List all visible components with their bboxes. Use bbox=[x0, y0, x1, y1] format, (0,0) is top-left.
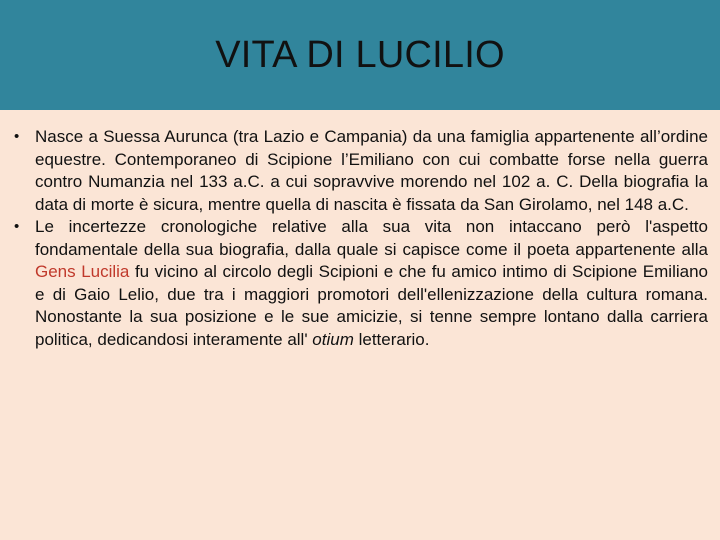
bullet-2-text-part2: fu vicino al circolo degli Scipioni e che fu amico intimo di Scipione Emiliano e di Gaio Lelio, due tra i maggiori promotori dell'ellenizzazione della cultura romana. Nonostante la sua posizione e le sue amicizie, si tenne sempre lontano dalla carriera politica, dedicandosi interamente all' bbox=[35, 262, 708, 349]
gens-lucilia-highlight: Gens Lucilia bbox=[35, 262, 130, 281]
bullet-2-text-part1: Le incertezze cronologiche relative alla sua vita non intaccano però l'aspetto fondamentale della sua biografia, dalla quale si capisce come il poeta appartenente alla bbox=[35, 217, 708, 259]
bullet-icon: • bbox=[14, 128, 20, 145]
bullet-1-text: Nasce a Suessa Aurunca (tra Lazio e Campania) da una famiglia appartenente all’ordine equestre. Contemporaneo di Scipione l’Emiliano con cui combatte forse nella guerra contro Numanzia nel 133 a.C. a cui sopravvive morendo nel 102 a. C. Della biografia la data di morte è sicura, mentre quella di nascita è fissata da San Girolamo, nel 148 a.C. bbox=[35, 127, 708, 214]
otium-italic: otium bbox=[312, 329, 354, 349]
bullet-item-2 bbox=[14, 216, 708, 351]
slide-title: VITA DI LUCILIO bbox=[215, 34, 505, 76]
title-bar bbox=[0, 0, 720, 110]
slide-content bbox=[14, 126, 708, 351]
bullet-icon: • bbox=[14, 218, 20, 235]
bullet-list bbox=[14, 126, 708, 351]
bullet-2-text-part3: letterario. bbox=[353, 329, 430, 349]
bullet-item-1 bbox=[14, 126, 708, 216]
